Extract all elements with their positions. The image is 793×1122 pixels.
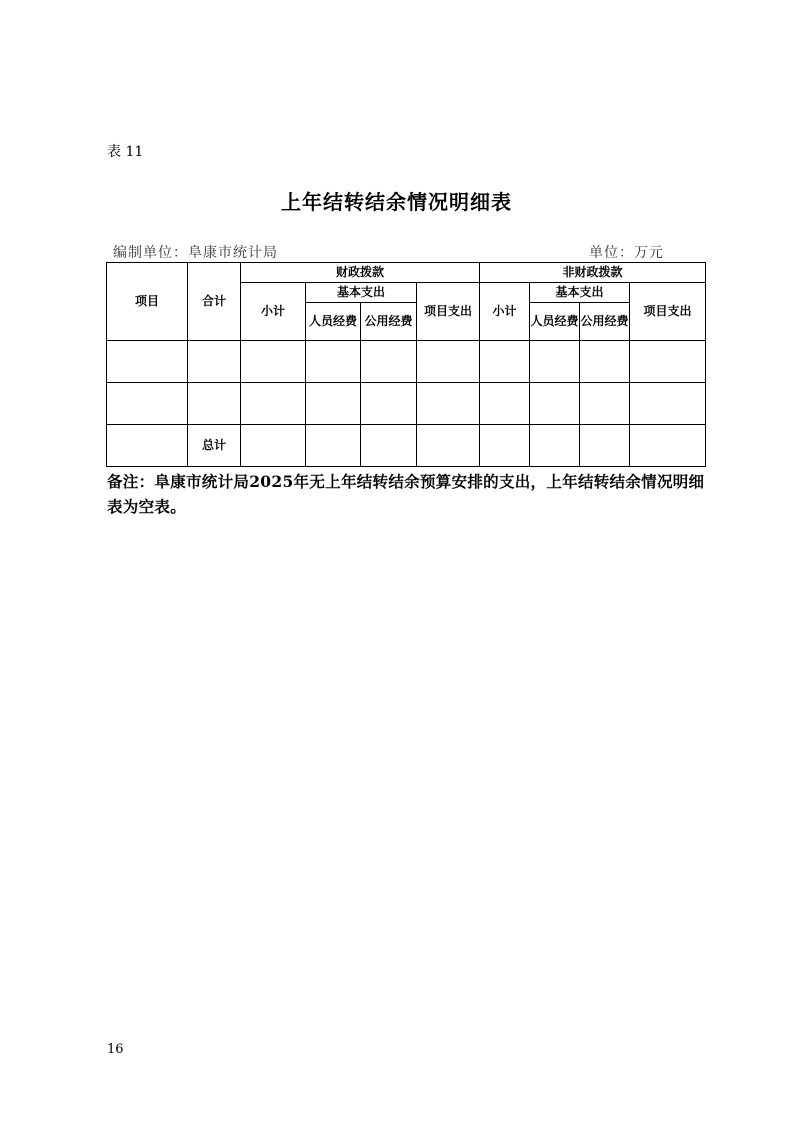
table-label: 表 11 xyxy=(107,144,144,160)
table-cell xyxy=(630,341,706,383)
table-cell xyxy=(107,383,188,425)
header-fiscal-subtotal: 小计 xyxy=(241,283,306,341)
table-cell xyxy=(530,383,580,425)
header-total: 合计 xyxy=(188,263,241,341)
header-fiscal: 财政拨款 xyxy=(241,263,480,283)
table-cell xyxy=(188,341,241,383)
table-cell xyxy=(361,425,417,467)
note-text: 备注：阜康市统计局2025年无上年结转结余预算安排的支出，上年结转结余情况明细表为空表。 xyxy=(107,472,705,516)
table-cell xyxy=(241,383,306,425)
header-non-fiscal: 非财政拨款 xyxy=(480,263,706,283)
org-label: 编制单位：阜康市统计局 xyxy=(113,245,278,261)
table-cell xyxy=(306,341,361,383)
header-nonfiscal-personnel: 人员经费 xyxy=(530,303,580,341)
table-cell xyxy=(361,341,417,383)
total-row xyxy=(107,425,706,467)
page-number: 16 xyxy=(107,1042,124,1057)
header-nonfiscal-project-exp: 项目支出 xyxy=(630,283,706,341)
table-cell xyxy=(188,383,241,425)
unit-label: 单位：万元 xyxy=(589,245,664,261)
header-fiscal-personnel: 人员经费 xyxy=(306,303,361,341)
header-project: 项目 xyxy=(107,263,188,341)
table-cell xyxy=(306,383,361,425)
header-fiscal-basic: 基本支出 xyxy=(306,283,417,303)
table-cell xyxy=(480,425,530,467)
table-cell xyxy=(480,383,530,425)
table-cell xyxy=(107,341,188,383)
table-cell xyxy=(630,425,706,467)
table-row xyxy=(107,383,706,425)
carryover-table xyxy=(106,262,706,467)
table-cell xyxy=(630,383,706,425)
table-row xyxy=(107,341,706,383)
header-nonfiscal-subtotal: 小计 xyxy=(480,283,530,341)
header-fiscal-public: 公用经费 xyxy=(361,303,417,341)
table-cell xyxy=(480,341,530,383)
table-cell xyxy=(241,341,306,383)
table-cell xyxy=(417,425,480,467)
header-fiscal-project-exp: 项目支出 xyxy=(417,283,480,341)
table-cell xyxy=(241,425,306,467)
table-cell xyxy=(580,341,630,383)
header-nonfiscal-basic: 基本支出 xyxy=(530,283,630,303)
table-cell xyxy=(306,425,361,467)
table-cell xyxy=(580,383,630,425)
total-row-label: 总计 xyxy=(188,425,241,467)
table-cell xyxy=(417,341,480,383)
table-cell xyxy=(417,383,480,425)
header-nonfiscal-public: 公用经费 xyxy=(580,303,630,341)
table-cell xyxy=(580,425,630,467)
table-cell xyxy=(530,425,580,467)
table-cell xyxy=(530,341,580,383)
table-cell xyxy=(107,425,188,467)
table-cell xyxy=(361,383,417,425)
page-title: 上年结转结余情况明细表 xyxy=(281,190,512,214)
